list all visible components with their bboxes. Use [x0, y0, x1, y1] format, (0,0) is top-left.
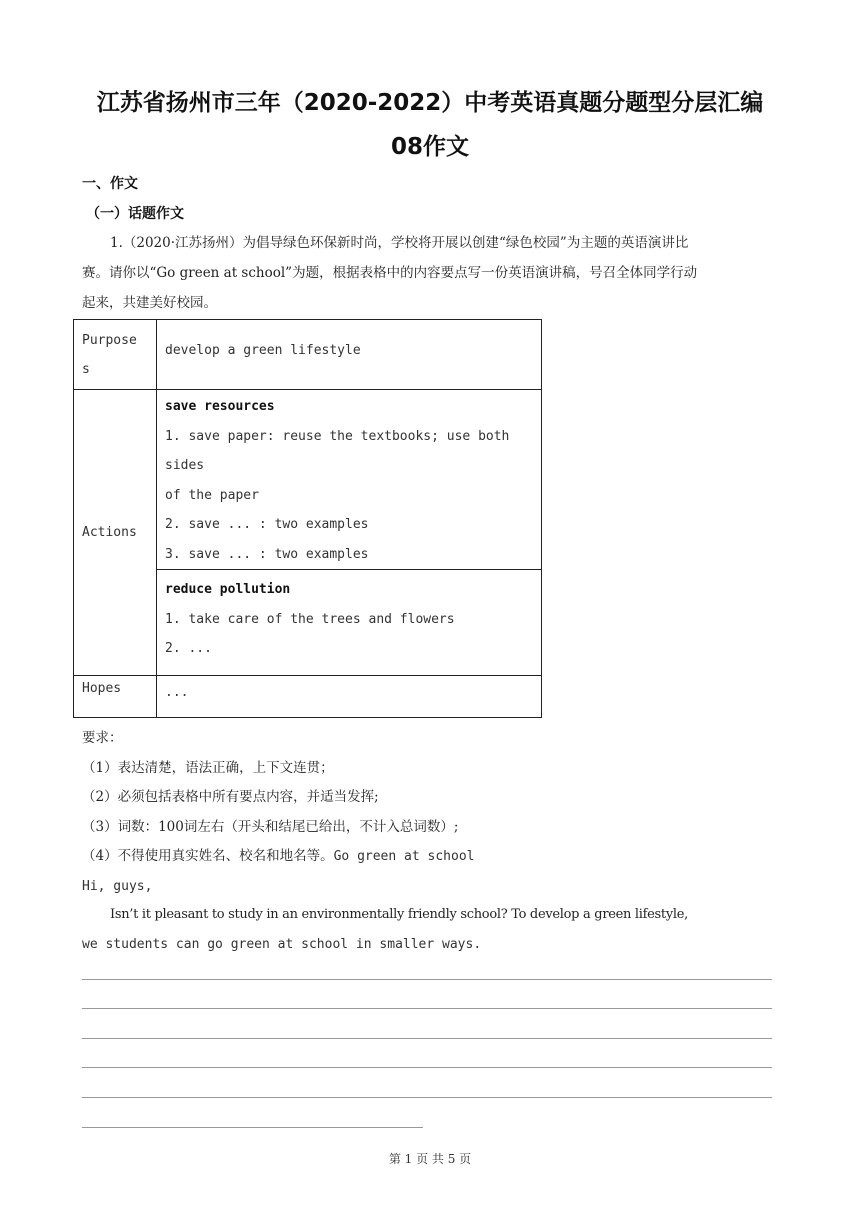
- save-item-2: 2. save ... : two examples: [165, 517, 369, 532]
- essay-opening-line-1: Isn’t it pleasant to study in an environmentally friendly school? To develop a green lifestyle,: [110, 907, 688, 922]
- reduce-item-1: 1. take care of the trees and flowers: [165, 611, 455, 627]
- page-number: 第 1 页 共 5 页: [388, 1152, 472, 1166]
- save-resources-heading: save resources: [165, 399, 275, 414]
- hopes-value: [157, 676, 542, 718]
- requirement-4: [82, 842, 782, 872]
- requirement-4-text: （4）不得使用真实姓名、校名和地名等。: [82, 848, 334, 864]
- requirement-3: （3）词数：100词左右（开头和结尾已给出，不计入总词数）;: [82, 818, 459, 835]
- sub-section-heading: （一）话题作文: [86, 206, 184, 222]
- purposes-label-line1: Purpose: [82, 333, 137, 348]
- hopes-value-text: ...: [165, 685, 189, 700]
- reduce-pollution-cell: [157, 570, 542, 676]
- requirement-2: （2）必须包括表格中所有要点内容，并适当发挥;: [82, 789, 379, 805]
- purposes-value: [157, 320, 542, 390]
- requirements-heading: 要求：: [82, 730, 123, 746]
- document-title: 江苏省扬州市三年（2020-2022）中考英语真题分题型分层汇编: [96, 90, 764, 116]
- answer-line: [82, 1008, 772, 1009]
- answer-line: [82, 1097, 772, 1098]
- answer-line: [82, 1127, 423, 1128]
- save-item-3: 3. save ... : two examples: [165, 546, 369, 562]
- hopes-label: [74, 676, 157, 718]
- requirement-1: （1）表达清楚，语法正确，上下文连贯；: [82, 759, 334, 776]
- reduce-item-2: 2. ...: [165, 641, 212, 656]
- hopes-label-text: Hopes: [82, 681, 122, 696]
- purposes-label-line2: s: [82, 362, 90, 377]
- section-heading: 一、作文: [82, 176, 138, 192]
- save-item-1b: of the paper: [165, 487, 259, 503]
- answer-line: [82, 1067, 772, 1068]
- purposes-value-text: develop a green lifestyle: [165, 343, 361, 358]
- requirements-table: [73, 319, 542, 718]
- question-line-1: 1.（2020·江苏扬州）为倡导绿色环保新时尚，学校将开展以创建“绿色校园”为主题的英语演讲比: [110, 235, 689, 251]
- essay-opening: [82, 900, 792, 960]
- answer-line: [82, 979, 772, 980]
- actions-label-text: Actions: [82, 525, 137, 540]
- requirements-list: [82, 724, 782, 872]
- reduce-pollution-heading: reduce pollution: [165, 582, 291, 597]
- essay-opening-line-2: we students can go green at school in smaller ways.: [82, 937, 482, 952]
- question-line-3: 起来，共建美好校园。: [82, 295, 217, 311]
- answer-line: [82, 1038, 772, 1039]
- save-resources-cell: [157, 390, 542, 570]
- save-item-1a: 1. save paper: reuse the textbooks; use both sides: [165, 428, 510, 473]
- requirement-4-title: Go green at school: [333, 849, 475, 864]
- purposes-label: [74, 320, 157, 390]
- question-line-2: 赛。请你以“Go green at school”为题，根据表格中的内容要点写一份英语演讲稿，号召全体同学行动: [82, 265, 698, 281]
- document-subtitle: 08作文: [390, 134, 469, 160]
- essay-greeting: Hi, guys,: [82, 879, 153, 894]
- question-text: [82, 228, 782, 318]
- actions-label: [74, 390, 157, 676]
